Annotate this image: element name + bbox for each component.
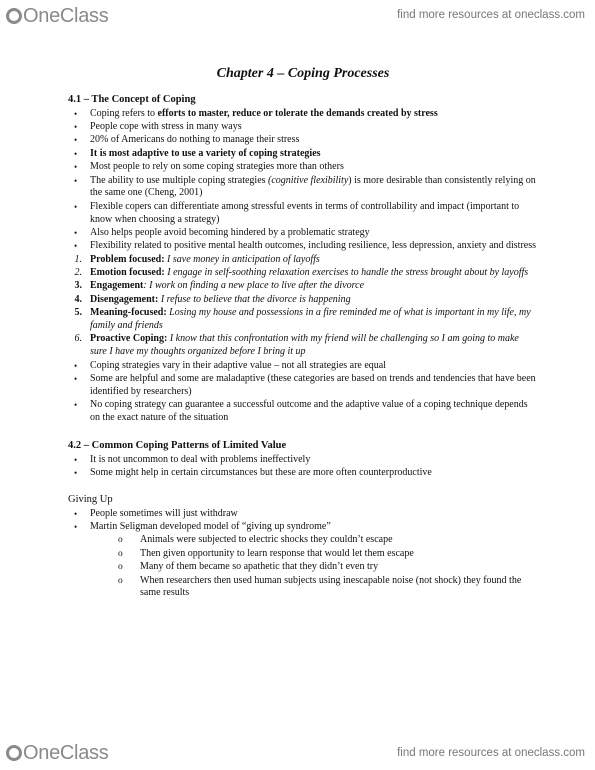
oneclass-logo[interactable]: OneClass	[6, 5, 108, 28]
sub-list-item: o Then given opportunity to learn response that would let them escape	[118, 547, 414, 559]
list-item: • Some are helpful and some are maladaptive (these categories are based on trends and tendencies that have been identified by researchers)	[74, 373, 536, 397]
coping-type-engagement: 3. Engagement: I work on finding a new place to live after the divorce	[74, 280, 365, 292]
subheading-giving-up: Giving Up	[68, 493, 113, 505]
list-item: • Coping refers to efforts to master, reduce or tolerate the demands created by stress	[74, 107, 438, 119]
list-item: • It is most adaptive to use a variety of coping strategies	[74, 147, 321, 159]
sub-list-item: o Many of them became so apathetic that they didn’t even try	[118, 561, 379, 573]
sub-list-item: o Animals were subjected to electric shocks they couldn’t escape	[118, 534, 393, 546]
sub-list-item: o When researchers then used human subjects using inescapable noise (not shock) they found the same results	[118, 574, 522, 599]
section-heading-4-1: 4.1 – The Concept of Coping	[68, 93, 196, 105]
page-header	[0, 0, 595, 36]
coping-type-emotion-focused: 2. Emotion focused: I engage in self-soothing relaxation exercises to handle the stress brought about by layoffs	[74, 267, 529, 279]
section-heading-4-2: 4.2 – Common Coping Patterns of Limited Value	[68, 439, 287, 451]
logo-ring-icon	[6, 745, 22, 761]
list-item: • Some might help in certain circumstances but these are more often counterproductive	[74, 467, 432, 478]
list-item: • People sometimes will just withdraw	[74, 507, 238, 519]
coping-type-proactive: 6. Proactive Coping: I know that this confrontation with my friend will be challenging so I am going to make sure I have my thoughts organized before I bring it up	[74, 333, 519, 358]
header-resources-link[interactable]: find more resources at oneclass.com	[397, 9, 585, 21]
document-body	[68, 68, 538, 601]
giving-up-list	[68, 508, 538, 534]
list-item: • Coping strategies vary in their adaptive value – not all strategies are equal	[74, 359, 387, 371]
list-item: • No coping strategy can guarantee a successful outcome and the adaptive value of a coping technique depends on the exact nature of the situation	[74, 399, 528, 424]
logo-ring-icon	[6, 8, 22, 24]
list-item: • Most people to rely on some coping strategies more than others	[74, 161, 344, 173]
chapter-title: Chapter 4 – Coping Processes	[216, 66, 390, 81]
section-4-1-list	[68, 108, 538, 425]
list-item: • The ability to use multiple coping strategies (cognitive flexibility) is more desirable than consistently relying on the same one (Cheng, 2001)	[74, 174, 536, 199]
section-4-2-list	[68, 454, 538, 480]
list-item: • Also helps people avoid becoming hindered by a problematic strategy	[74, 226, 370, 238]
oneclass-logo-footer[interactable]: OneClass	[6, 742, 108, 765]
list-item: • People cope with stress in many ways	[74, 120, 242, 132]
list-item: • 20% of Americans do nothing to manage their stress	[74, 134, 300, 146]
coping-type-disengagement: 4. Disengagement: I refuse to believe that the divorce is happening	[74, 293, 351, 305]
coping-type-problem-focused: 1. Problem focused: I save money in anticipation of layoffs	[74, 253, 320, 265]
list-item: • Martin Seligman developed model of “giving up syndrome”	[74, 520, 331, 532]
list-item: • Flexible copers can differentiate among stressful events in terms of controllability and impact (important to know when choosing a strategy)	[74, 200, 520, 225]
list-item: • Flexibility related to positive mental health outcomes, including resilience, less depression, anxiety and distress	[74, 240, 537, 252]
seligman-sublist	[68, 534, 538, 600]
list-item: • It is not uncommon to deal with problems ineffectively	[74, 453, 311, 465]
page-footer	[0, 734, 595, 770]
footer-resources-link[interactable]: find more resources at oneclass.com	[397, 747, 585, 759]
coping-type-meaning-focused: 5. Meaning-focused: Losing my house and possessions in a fire reminded me of what is important in my life, my family and friends	[74, 307, 531, 332]
